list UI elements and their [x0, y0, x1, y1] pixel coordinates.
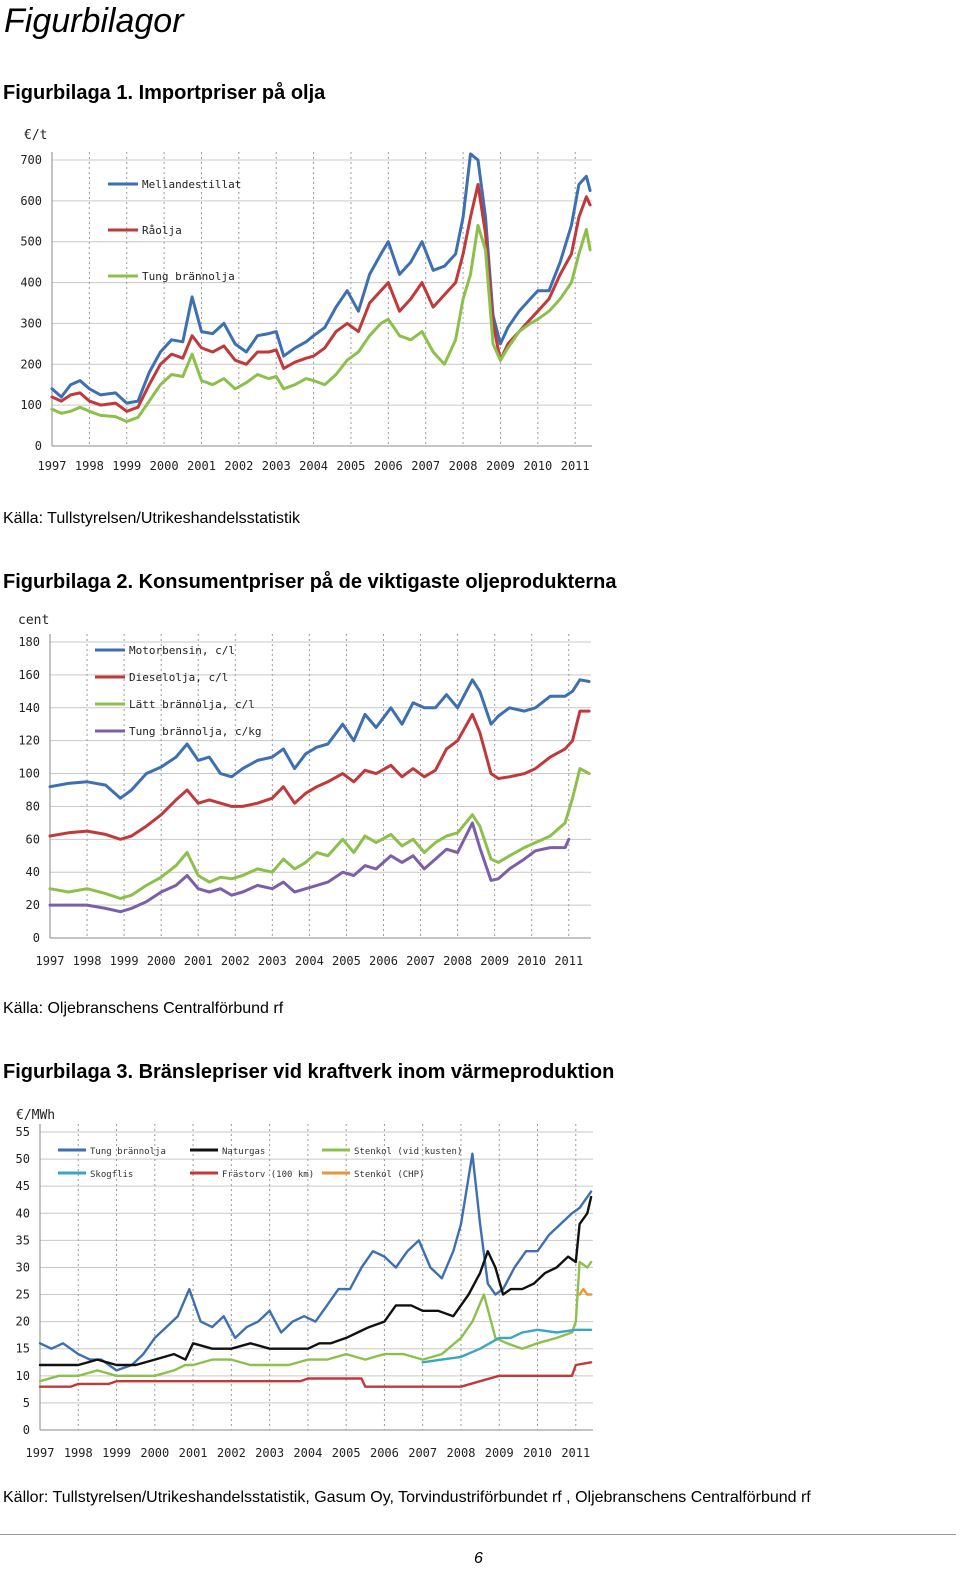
- x-tick-label: 1998: [74, 459, 104, 473]
- x-tick-label: 1999: [112, 459, 142, 473]
- x-tick-label: 2005: [331, 1446, 361, 1460]
- legend-label: Skogflis: [90, 1170, 134, 1180]
- x-tick-label: 1997: [25, 1446, 55, 1460]
- legend-label: Tung brännolja, c/kg: [129, 725, 262, 738]
- y-tick-label: 50: [15, 1152, 30, 1167]
- figure-2-source: Källa: Oljebranschens Centralförbund rf: [3, 1000, 284, 1017]
- x-tick-label: 2010: [517, 954, 547, 968]
- x-tick-label: 1999: [102, 1446, 131, 1460]
- x-tick-label: 2003: [255, 1446, 285, 1460]
- y-tick-label: 55: [15, 1125, 30, 1139]
- legend-label: Råolja: [142, 224, 182, 237]
- x-tick-label: 2001: [178, 1446, 208, 1460]
- footer-divider: [0, 1534, 956, 1535]
- x-tick-label: 2002: [224, 459, 254, 473]
- y-tick-label: 5: [22, 1395, 30, 1410]
- figure-3-source: Källor: Tullstyrelsen/Utrikeshandelsstatistik, Gasum Oy, Torvindustriförbundet rf , Oljebranschens Centralförbund rf: [3, 1489, 811, 1506]
- x-tick-label: 1999: [109, 954, 139, 968]
- x-tick-label: 2010: [523, 1446, 552, 1460]
- x-tick-label: 2007: [408, 1446, 438, 1460]
- x-tick-label: 2003: [261, 459, 291, 473]
- x-tick-label: 1998: [72, 954, 102, 968]
- legend-label: Tung brännolja: [90, 1147, 166, 1157]
- y-tick-label: 300: [20, 316, 42, 331]
- y-tick-label: 700: [20, 153, 42, 167]
- x-tick-label: 2008: [448, 459, 478, 473]
- chart-fuel-prices-svg: [0, 1100, 600, 1465]
- x-tick-label: 2006: [373, 459, 403, 473]
- y-tick-label: 10: [15, 1368, 30, 1383]
- x-tick-label: 2006: [369, 954, 398, 968]
- x-tick-label: 1997: [35, 954, 65, 968]
- y-tick-label: 500: [20, 234, 42, 249]
- y-tick-label: 40: [15, 1206, 30, 1221]
- x-tick-label: 2004: [294, 954, 324, 968]
- chart-import-prices: [0, 120, 600, 480]
- chart-import-prices-svg: [0, 120, 600, 480]
- y-tick-label: 35: [15, 1233, 30, 1248]
- x-tick-label: 2006: [369, 1446, 399, 1460]
- y-tick-label: 140: [18, 700, 40, 715]
- chart-consumer-prices: [0, 608, 600, 973]
- y-tick-label: 0: [34, 439, 42, 453]
- x-tick-label: 2009: [485, 459, 515, 473]
- x-tick-label: 2001: [183, 954, 213, 968]
- x-tick-label: 2011: [560, 459, 590, 473]
- y-tick-label: 80: [25, 799, 40, 814]
- legend-label: Stenkol (vid kusten): [354, 1147, 463, 1157]
- x-tick-label: 2008: [446, 1446, 476, 1460]
- y-tick-label: 45: [15, 1179, 30, 1194]
- legend-label: Naturgas: [222, 1147, 266, 1157]
- x-tick-label: 2010: [523, 459, 553, 473]
- y-tick-label: 200: [20, 357, 42, 372]
- y-tick-label: 120: [18, 733, 40, 748]
- figure-1-source: Källa: Tullstyrelsen/Utrikeshandelsstatistik: [3, 510, 301, 527]
- x-tick-label: 2005: [336, 459, 366, 473]
- x-tick-label: 2000: [146, 954, 176, 968]
- x-tick-label: 2001: [187, 459, 216, 473]
- x-tick-label: 1997: [37, 459, 67, 473]
- unit-label: €/t: [24, 128, 48, 143]
- y-tick-label: 20: [15, 1314, 30, 1329]
- x-tick-label: 2000: [149, 459, 179, 473]
- y-tick-label: 180: [18, 635, 40, 649]
- x-tick-label: 2009: [484, 1446, 514, 1460]
- x-tick-label: 2011: [561, 1446, 591, 1460]
- y-tick-label: 400: [20, 275, 42, 290]
- y-tick-label: 20: [25, 898, 40, 913]
- x-tick-label: 2005: [331, 954, 361, 968]
- unit-label: €/MWh: [16, 1108, 56, 1123]
- unit-label: cent: [18, 613, 50, 628]
- legend-label: Stenkol (CHP): [354, 1170, 425, 1180]
- x-tick-label: 2000: [140, 1446, 170, 1460]
- chart-consumer-prices-svg: [0, 608, 600, 973]
- page-number: 6: [474, 1550, 483, 1567]
- x-tick-label: 2009: [480, 954, 510, 968]
- x-tick-label: 2002: [216, 1446, 246, 1460]
- legend-label: Mellandestillat: [142, 178, 242, 191]
- figure-2-title: Figurbilaga 2. Konsumentpriser på de viktigaste oljeprodukterna: [3, 571, 617, 593]
- x-tick-label: 2002: [220, 954, 250, 968]
- x-tick-label: 2007: [406, 954, 436, 968]
- y-tick-label: 15: [15, 1341, 30, 1356]
- series-line: [50, 769, 589, 899]
- y-tick-label: 160: [18, 667, 40, 682]
- y-tick-label: 100: [18, 766, 40, 781]
- x-tick-label: 2007: [411, 459, 441, 473]
- y-tick-label: 0: [22, 1423, 30, 1437]
- y-tick-label: 100: [20, 398, 42, 413]
- x-tick-label: 2008: [443, 954, 473, 968]
- legend-label: Dieselolja, c/l: [129, 671, 229, 684]
- y-tick-label: 0: [32, 931, 40, 945]
- legend-label: Motorbensin, c/l: [129, 644, 235, 657]
- figure-3-title: Figurbilaga 3. Bränslepriser vid kraftverk inom värmeproduktion: [3, 1061, 615, 1083]
- y-tick-label: 30: [15, 1260, 30, 1275]
- y-tick-label: 25: [15, 1287, 30, 1302]
- legend-label: Tung brännolja: [142, 270, 235, 283]
- figure-1-title: Figurbilaga 1. Importpriser på olja: [3, 82, 326, 104]
- series-line: [580, 1289, 592, 1294]
- legend-label: Lätt brännolja, c/l: [129, 698, 255, 711]
- x-tick-label: 2004: [293, 1446, 323, 1460]
- chart-fuel-prices: [0, 1100, 600, 1465]
- x-tick-label: 2011: [554, 954, 584, 968]
- x-tick-label: 2004: [299, 459, 329, 473]
- y-tick-label: 60: [25, 832, 40, 847]
- series-line: [52, 185, 590, 412]
- page-heading: Figurbilagor: [4, 2, 184, 40]
- series-line: [52, 154, 590, 403]
- legend-label: Frästorv (100 km): [222, 1170, 315, 1180]
- y-tick-label: 600: [20, 193, 42, 208]
- x-tick-label: 1998: [63, 1446, 93, 1460]
- y-tick-label: 40: [25, 865, 40, 880]
- x-tick-label: 2003: [257, 954, 287, 968]
